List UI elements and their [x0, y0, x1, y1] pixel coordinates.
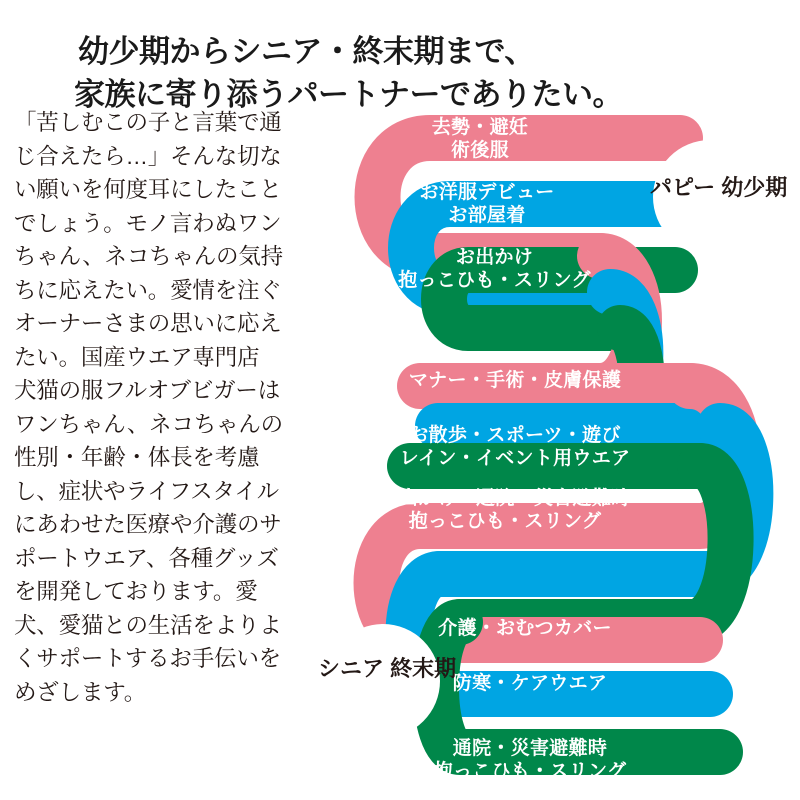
ribbon-label-line-2: レイン・イベント用ウエア [399, 448, 631, 470]
ribbon-label-line-2: お部屋着 [448, 205, 526, 227]
ribbon-label-stage-2-blue [350, 424, 680, 470]
body-paragraph [14, 106, 300, 709]
ribbon-label-line-1: マナー・手術・皮膚保護 [408, 370, 622, 391]
ribbon-label-line-1: 防寒・ケアウエア [452, 673, 608, 694]
ribbon-label-stage-1-blue [352, 181, 622, 227]
ribbon-label-stage-1-pink [330, 116, 630, 162]
badge-label-line-1: パピー [650, 175, 716, 200]
badge-label-line-2: 終末期 [390, 656, 457, 681]
badge-label-line-2: 幼少期 [721, 175, 788, 200]
page-title-line-2: 家族に寄り添うパートナーでありたい。 [74, 76, 623, 112]
body-paragraph-text: 「苦しむこの子と言葉で通じ合えたら…」そんな切ない願いを何度耳にしたことでしょう。モノ言わぬワンちゃん、ネコちゃんの気持ちに応えたい。愛情を注ぐオーナーさまの思いに応えたい。国産ウエア専門店 犬猫の服フルオブビガーはワンちゃん、ネコちゃんの性別・年齢・体長を考慮し、症状やライフスタイルにあわせた医療や介護のサポートウエア、各種グッズを開発しております。愛犬、愛猫との生活をよりよくサポートするお手伝いをめざします。 [14, 110, 283, 705]
ribbon-label-stage-3-green [370, 737, 690, 783]
ribbon-label-stage-1-green [352, 246, 637, 292]
badge-label-line-1: シニア [318, 656, 385, 681]
ribbon-label-line-1: お出かけ [455, 247, 534, 268]
ribbon-label-line-1: お散歩・スポーツ・遊び [409, 425, 621, 446]
ribbon-label-line-1: 通院・災害避難時 [452, 738, 608, 759]
ribbon-label-stage-2-green [340, 487, 670, 533]
page-title-line-1: 幼少期からシニア・終末期まで、 [78, 33, 535, 69]
ribbon-label-line-1: 去勢・避妊 [431, 117, 529, 138]
ribbon-label-line-1: お洋服デビュー [419, 182, 555, 203]
ribbon-label-line-2: 術後服 [451, 140, 509, 162]
ribbon-label-line-2: 抱っこひも・スリング [408, 511, 602, 533]
badge-label-senior [318, 655, 457, 683]
ribbon-label-line-2: 抱っこひも・スリング [398, 270, 591, 292]
badge-label-puppy [650, 174, 788, 202]
ribbon-label-stage-2-pink [350, 369, 680, 392]
ribbon-label-line-2: 抱っこひも・スリング [433, 761, 627, 783]
ribbon-label-line-1: 介護・おむつカバー [438, 618, 612, 639]
ribbon-label-line-1: お出かけ・通院・災害避難時 [379, 488, 631, 509]
ribbon-label-stage-3-pink [370, 617, 680, 640]
